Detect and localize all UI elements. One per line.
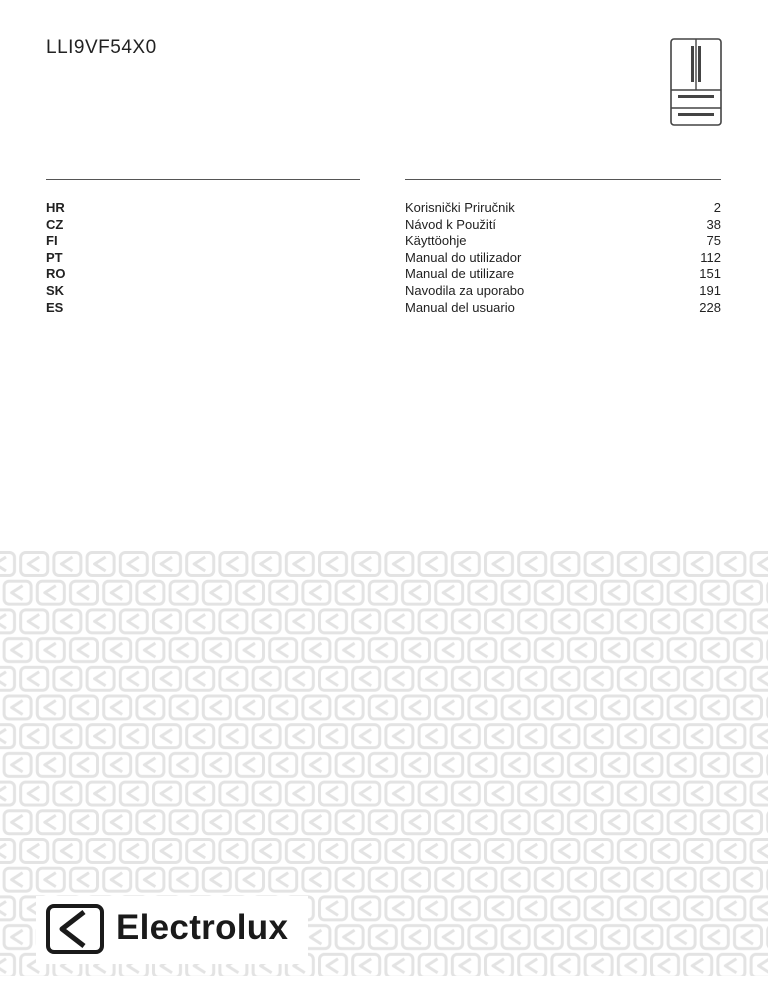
language-code[interactable]: HR bbox=[46, 200, 65, 215]
manual-page: 151 bbox=[699, 266, 721, 282]
manual-title: Navodila za uporabo bbox=[405, 282, 525, 298]
language-code[interactable]: CZ bbox=[46, 216, 64, 232]
manual-title: Korisnički Priručnik bbox=[405, 200, 515, 215]
manual-index bbox=[405, 200, 721, 316]
brand-logo bbox=[36, 896, 308, 964]
manual-page: 191 bbox=[699, 282, 721, 298]
manual-title: Návod k Použití bbox=[405, 216, 497, 232]
manual-page: 38 bbox=[706, 216, 721, 232]
manual-title: Manual del usuario bbox=[405, 299, 515, 315]
manual-entry[interactable] bbox=[405, 250, 721, 267]
language-code-list bbox=[46, 200, 66, 316]
manual-entry[interactable] bbox=[405, 300, 721, 317]
manual-page: 228 bbox=[699, 299, 721, 315]
manual-page: 2 bbox=[713, 200, 721, 215]
divider-right bbox=[405, 179, 721, 180]
language-code[interactable]: ES bbox=[46, 299, 64, 315]
french-door-fridge-icon bbox=[670, 38, 722, 126]
language-code[interactable]: RO bbox=[46, 266, 66, 282]
electrolux-logo-icon bbox=[46, 904, 104, 954]
manual-page: 112 bbox=[700, 249, 721, 265]
language-code[interactable]: FI bbox=[46, 233, 58, 249]
manual-title: Käyttöohje bbox=[405, 233, 467, 249]
manual-entry[interactable] bbox=[405, 233, 721, 250]
language-code[interactable]: PT bbox=[46, 249, 63, 265]
brand-name: Electrolux bbox=[116, 908, 289, 947]
manual-entry[interactable] bbox=[405, 200, 721, 217]
language-code[interactable]: SK bbox=[46, 282, 65, 298]
manual-entry[interactable] bbox=[405, 217, 721, 234]
manual-entry[interactable] bbox=[405, 266, 721, 283]
manual-title: Manual de utilizare bbox=[405, 266, 515, 282]
manual-title: Manual do utilizador bbox=[405, 249, 522, 265]
divider-left bbox=[46, 179, 360, 180]
manual-page: 75 bbox=[706, 233, 721, 249]
model-number: LLI9VF54X0 bbox=[46, 37, 157, 58]
manual-entry[interactable] bbox=[405, 283, 721, 300]
